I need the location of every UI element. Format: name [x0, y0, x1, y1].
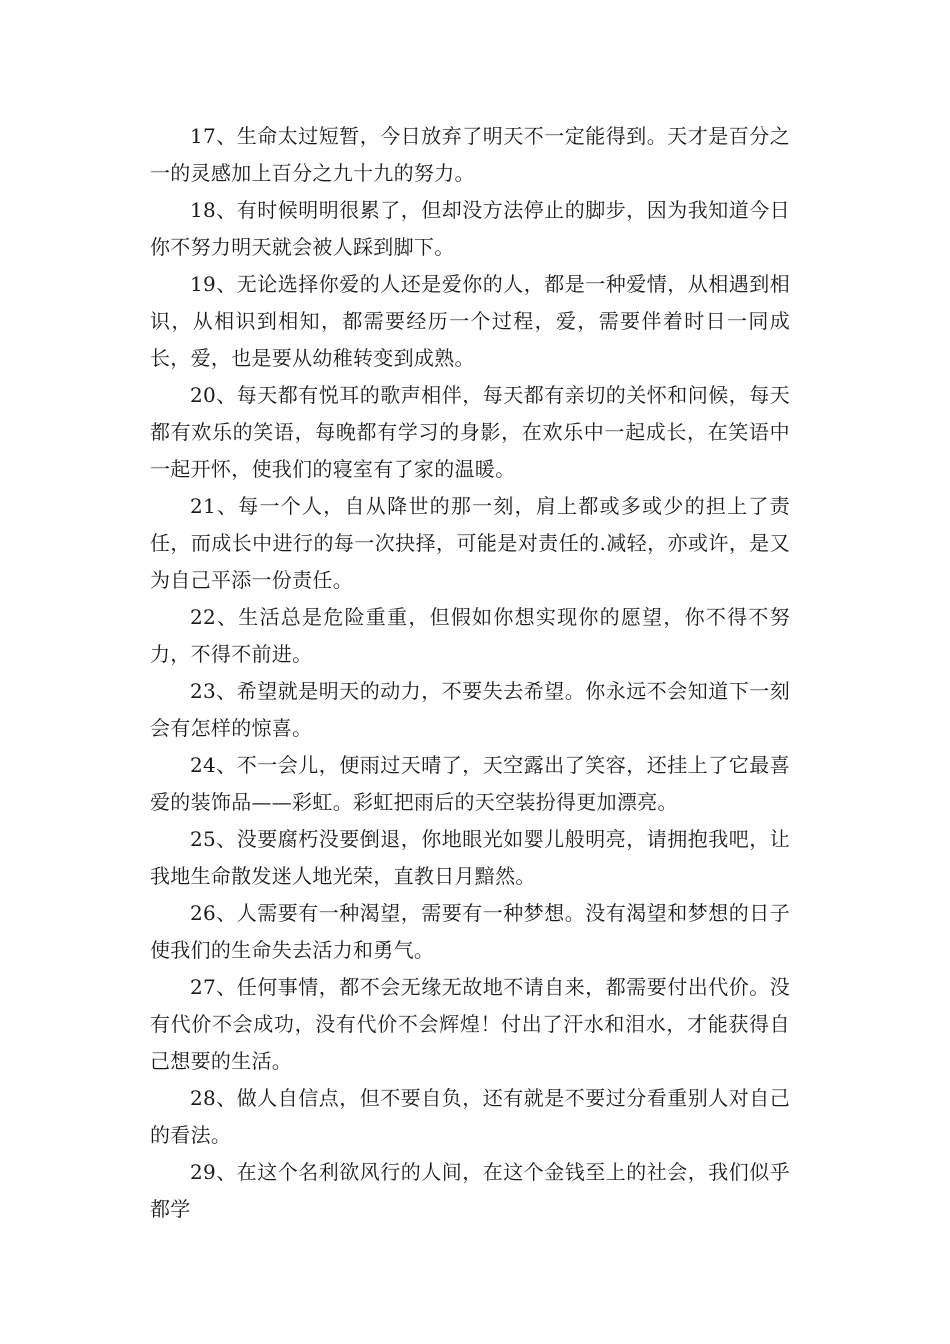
paragraph-23: 23、希望就是明天的动力，不要失去希望。你永远不会知道下一刻会有怎样的惊喜。 [150, 679, 790, 740]
paragraph-19: 19、无论选择你爱的人还是爱你的人，都是一种爱情，从相遇到相识，从相识到相知，都需要经历一个过程，爱，需要伴着时日一同成长，爱，也是要从幼稚转变到成熟。 [150, 272, 790, 370]
paragraph-18: 18、有时候明明很累了，但却没方法停止的脚步，因为我知道今日你不努力明天就会被人踩到脚下。 [150, 198, 790, 259]
paragraph-22: 22、生活总是危险重重，但假如你想实现你的愿望，你不得不努力，不得不前进。 [150, 605, 790, 666]
paragraph-26: 26、人需要有一种渴望，需要有一种梦想。没有渴望和梦想的日子使我们的生命失去活力和勇气。 [150, 901, 790, 962]
document-body [150, 118, 790, 1228]
paragraph-21: 21、每一个人，自从降世的那一刻，肩上都或多或少的担上了责任，而成长中进行的每一次抉择，可能是对责任的.减轻，亦或许，是又为自己平添一份责任。 [150, 494, 790, 592]
paragraph-17: 17、生命太过短暂，今日放弃了明天不一定能得到。天才是百分之一的灵感加上百分之九十九的努力。 [150, 124, 790, 185]
paragraph-25: 25、没要腐朽没要倒退，你地眼光如婴儿般明亮，请拥抱我吧，让我地生命散发迷人地光荣，直教日月黯然。 [150, 827, 790, 888]
paragraph-27: 27、任何事情，都不会无缘无故地不请自来，都需要付出代价。没有代价不会成功，没有代价不会辉煌！付出了汗水和泪水，才能获得自己想要的生活。 [150, 975, 790, 1073]
paragraph-29: 29、在这个名利欲风行的人间，在这个金钱至上的社会，我们似乎都学 [150, 1160, 790, 1221]
paragraph-20: 20、每天都有悦耳的歌声相伴，每天都有亲切的关怀和问候，每天都有欢乐的笑语，每晚都有学习的身影，在欢乐中一起成长，在笑语中一起开怀，使我们的寝室有了家的温暖。 [150, 383, 790, 481]
paragraph-28: 28、做人自信点，但不要自负，还有就是不要过分看重别人对自己的看法。 [150, 1086, 790, 1147]
paragraph-24: 24、不一会儿，便雨过天晴了，天空露出了笑容，还挂上了它最喜爱的装饰品——彩虹。彩虹把雨后的天空装扮得更加漂亮。 [150, 753, 790, 814]
